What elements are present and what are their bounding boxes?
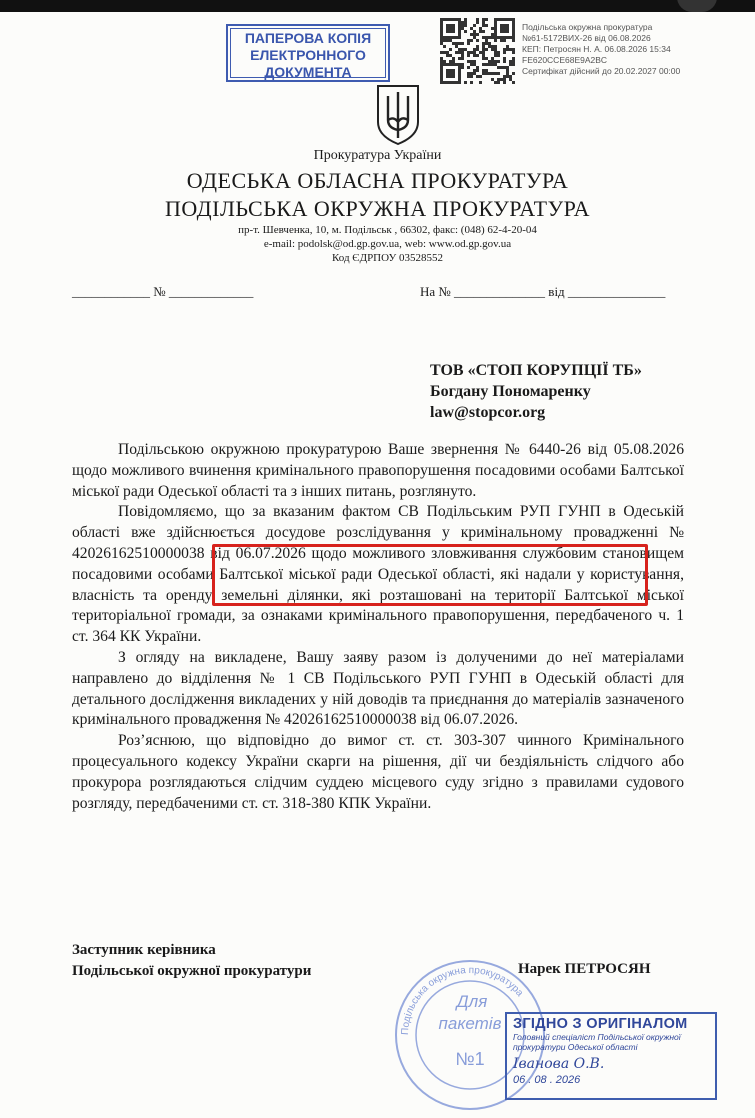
org-district: ПОДІЛЬСЬКА ОКРУЖНА ПРОКУРАТУРА xyxy=(165,196,590,221)
paragraph: З огляду на викладене, Вашу заяву разом із долученими до неї матеріалами направлено до відділення № 1 СВ Подільського РУП ГУНП в Одеській області для детального дослідження викладених у ній доводів та приєднання до матеріалів зазначеного кримінального провадження № 42026162510000038 від 06.07.2026. xyxy=(72,648,684,729)
addressee-block xyxy=(430,360,642,423)
org-top: Прокуратура України xyxy=(313,148,442,163)
addressee-person: Богдану Пономаренку xyxy=(430,383,591,400)
stamp-line: ЕЛЕКТРОННОГО xyxy=(250,47,366,63)
seal-line: №1 xyxy=(455,1049,485,1069)
position-line: Подільської окружної прокуратури xyxy=(72,963,312,979)
signatory-name: Нарек ПЕТРОСЯН xyxy=(518,961,651,977)
camera-notch-icon xyxy=(677,0,717,12)
incoming-number: На № ______________ від _______________ xyxy=(420,284,666,299)
addressee-email: law@stopcor.org xyxy=(430,404,546,421)
qr-code-icon xyxy=(440,18,516,84)
stamp-line: ПАПЕРОВА КОПІЯ xyxy=(244,30,372,46)
top-bar xyxy=(0,0,755,12)
stamp-date: 06 . 08 . 2026 xyxy=(513,1074,581,1086)
org-edrpou: Код ЄДРПОУ 03528552 xyxy=(331,252,443,264)
stamp-signature: Іванова О.В. xyxy=(513,1056,605,1072)
paragraph: Роз’яснюю, що відповідно до вимог ст. ст. 303-307 чинного Кримінального процесуального кодексу України скарги на рішення, дії чи бездіяльність слідчого або прокурора розглядаються слідчим суддею місцевого суду згідно з правилами судового розгляду, передбаченими ст. ст. 318-380 КПК України. xyxy=(72,732,684,812)
seal-ring-text: Подільська окружна прокуратура xyxy=(399,964,526,1036)
sig-line: Подільська окружна прокуратура xyxy=(522,22,653,32)
sig-line: №61-5172ВИХ-26 від 06.08.2026 xyxy=(522,33,651,43)
outgoing-number: ____________ № _____________ xyxy=(72,284,254,299)
position-line: Заступник керівника xyxy=(72,942,216,958)
stamp-line: ДОКУМЕНТА xyxy=(264,64,352,80)
seal-line: Для xyxy=(456,992,488,1011)
letter-body xyxy=(72,440,684,814)
electronic-signature-info xyxy=(522,22,680,77)
sig-line: Сертифікат дійсний до 20.02.2027 00:00 xyxy=(522,66,681,76)
highlight-box xyxy=(212,544,648,606)
stamp-title: ЗГІДНО З ОРИГІНАЛОМ xyxy=(513,1016,688,1032)
signatory-position xyxy=(72,940,311,982)
seal-line: пакетів xyxy=(438,1014,502,1033)
paragraph: Подільською окружною прокуратурою Ваше звернення № 6440-26 від 05.08.2026 щодо можливого вчинення кримінального правопорушення посадовими особами Балтської міської ради Одеської області та з інших питань, розглянуто. xyxy=(72,441,684,500)
sig-line: КЕП: Петросян Н. А. 06.08.2026 15:34 xyxy=(522,44,671,54)
org-contacts: e-mail: podolsk@od.gp.gov.ua, web: www.od.gp.gov.ua xyxy=(263,238,512,250)
electronic-copy-stamp xyxy=(226,24,390,82)
paragraph: Повідомляємо, що за вказаним фактом СВ Подільським РУП ГУНП в Одеській області вже здійснюється досудове розслідування у кримінальному провадженні № 42026162510000038 від 06.07.2026 щодо можливого зловживання службовим становищем посадовими особами Балтської міської ради Одеської області, які надали у користування, власність та оренду земельні ділянки, які розташовані на території Балтської міської територіальної громади, за ознаками кримінального правопорушення, передбаченого ч. 1 ст. 364 КК України. xyxy=(72,503,684,646)
sig-line: FE620CCE68E9A2BC xyxy=(522,55,608,65)
org-region: ОДЕСЬКА ОБЛАСНА ПРОКУРАТУРА xyxy=(186,168,569,193)
trident-emblem-icon xyxy=(374,82,422,146)
certified-copy-stamp xyxy=(505,1012,717,1100)
stamp-role: Головний спеціаліст Подільської окружної прокуратури Одеської області xyxy=(513,1032,681,1052)
addressee-org: ТОВ «СТОП КОРУПЦІЇ ТБ» xyxy=(430,362,642,379)
org-address: пр-т. Шевченка, 10, м. Подільськ , 66302, факс: (048) 62-4-20-04 xyxy=(238,224,537,236)
